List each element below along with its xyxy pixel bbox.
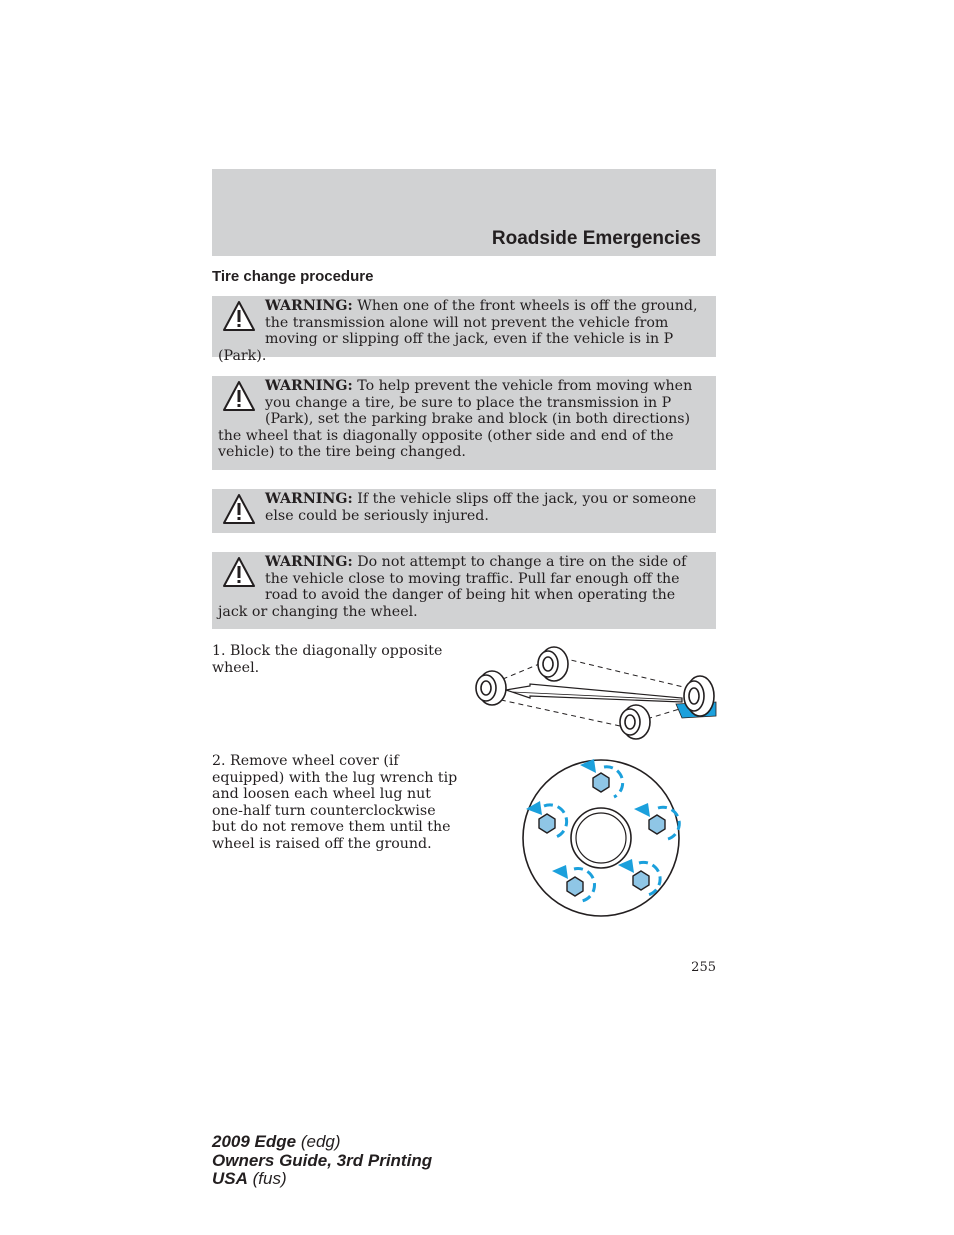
footer-line-2: Owners Guide, 3rd Printing: [212, 1150, 433, 1170]
warning-triangle-icon: [222, 380, 256, 412]
warning-text: When one of the front wheels is off the ground, the transmission alone will not prevent the vehicle from moving or slipping off the jack, even if the vehicle is in P (Park).: [218, 298, 698, 364]
lug-nut-loosening-diagram: [518, 753, 684, 919]
blocked-wheel-diagram: [470, 640, 720, 745]
footer-line-3: USA (fus): [212, 1169, 287, 1188]
warning-box-1: [212, 296, 716, 364]
warning-triangle-icon: [222, 556, 256, 588]
footer-line-1: 2009 Edge (edg): [212, 1132, 341, 1151]
warning-label: WARNING:: [265, 554, 353, 570]
header-band: [212, 169, 716, 256]
step-2-text: 2. Remove wheel cover (if equipped) with the lug wrench tip and loosen each wheel lug nut one-half turn counterclockwise but do not remove them until the wheel is raised off the ground.: [212, 753, 458, 852]
warning-triangle-icon: [222, 493, 256, 525]
page-number: 255: [691, 960, 716, 975]
warning-label: WARNING:: [265, 378, 353, 394]
warning-text: If the vehicle slips off the jack, you or someone else could be seriously injured.: [265, 491, 697, 524]
warning-text: To help prevent the vehicle from moving when you change a tire, be sure to place the transmission in P (Park), set the parking brake and block (in both directions) the wheel that is diagonally opposite (other side and end of the vehicle) to the tire being changed.: [218, 378, 693, 461]
warning-label: WARNING:: [265, 491, 353, 507]
chapter-title: Roadside Emergencies: [491, 228, 701, 249]
warning-box-2: [212, 376, 716, 470]
section-title: Tire change procedure: [212, 268, 374, 285]
warning-triangle-icon: [222, 300, 256, 332]
warning-box-4: [212, 552, 716, 629]
footer-edition-info: [212, 1133, 432, 1189]
warning-text: Do not attempt to change a tire on the side of the vehicle close to moving traffic. Pull far enough off the road to avoid the danger of being hit when operating the jack or changing the wheel.: [218, 554, 687, 620]
step-1-text: 1. Block the diagonally opposite wheel.: [212, 643, 443, 676]
warning-box-3: [212, 489, 716, 533]
warning-label: WARNING:: [265, 298, 353, 314]
